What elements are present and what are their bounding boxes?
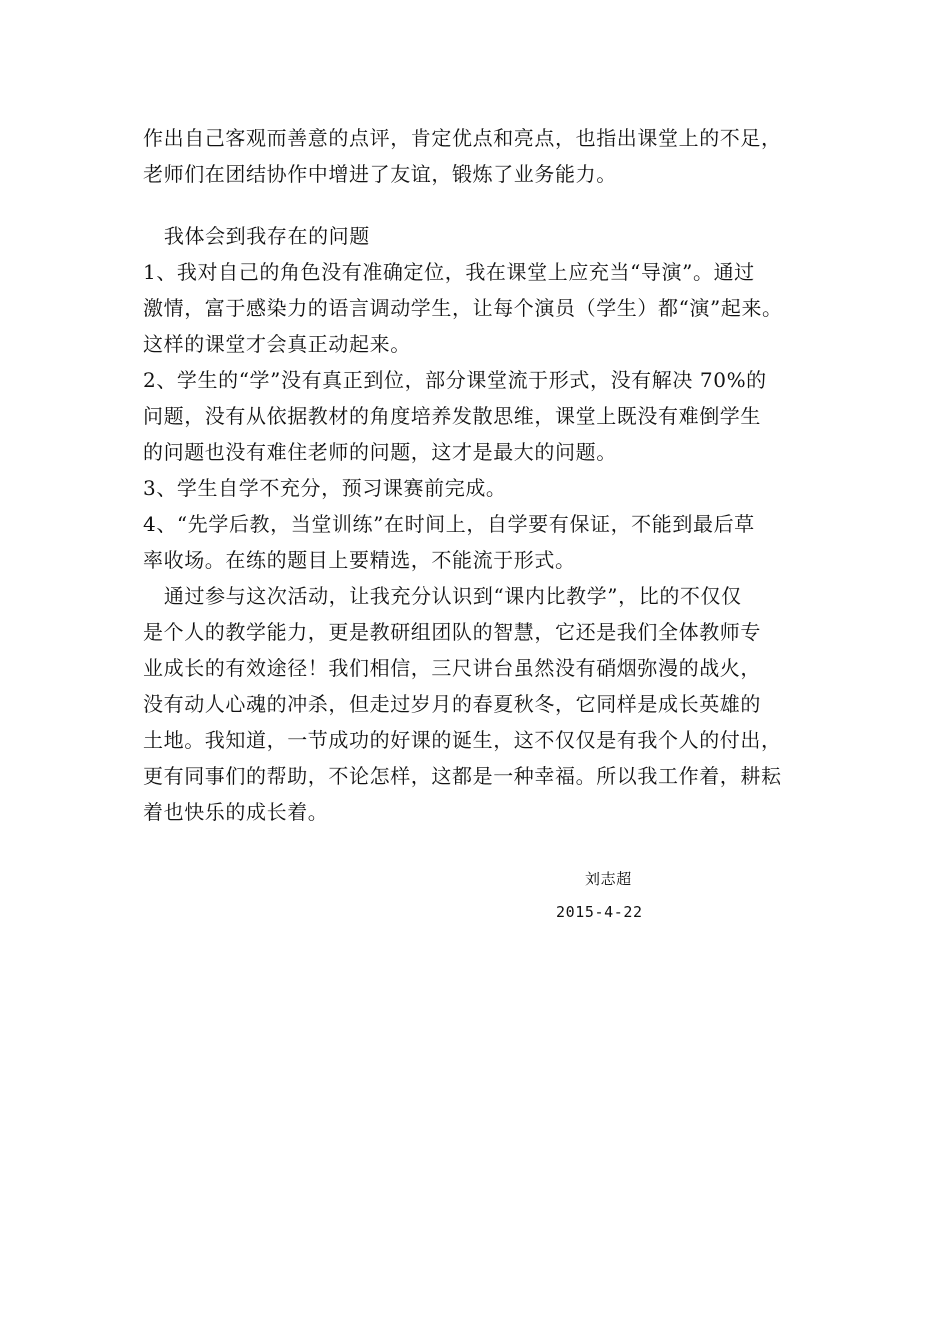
closing-line-1: 通过参与这次活动，让我充分认识到“课内比教学”，比的不仅仅 [143,584,742,608]
signature-name: 刘志超 [585,870,632,888]
closing-line-2: 是个人的教学能力，更是教研组团队的智慧，它还是我们全体教师专 [143,620,761,644]
paragraph-gap [143,192,815,218]
problem-line-7: 3、学生自学不充分，预习课赛前完成。 [143,476,507,500]
problem-line-9: 率收场。在练的题目上要精选，不能流于形式。 [143,548,576,572]
section-heading: 我体会到我存在的问题 [143,224,370,248]
problem-line-5: 问题，没有从依据教材的角度培养发散思维，课堂上既没有难倒学生 [143,404,761,428]
problem-line-4: 2、学生的“学”没有真正到位，部分课堂流于形式，没有解决 70%的 [143,368,767,392]
intro-line-1: 作出自己客观而善意的点评，肯定优点和亮点，也指出课堂上的不足， [143,126,782,150]
problem-line-8: 4、“先学后教，当堂训练”在时间上，自学要有保证，不能到最后草 [143,512,755,536]
problem-line-2: 激情，富于感染力的语言调动学生，让每个演员（学生）都“演”起来。 [143,296,783,320]
closing-line-6: 更有同事们的帮助，不论怎样，这都是一种幸福。所以我工作着，耕耘 [143,764,782,788]
closing-line-5: 土地。我知道，一节成功的好课的诞生，这不仅仅是有我个人的付出， [143,728,782,752]
intro-line-2: 老师们在团结协作中增进了友谊，锻炼了业务能力。 [143,162,617,186]
problem-line-1: 1、我对自己的角色没有准确定位，我在课堂上应充当“导演”。通过 [143,260,755,284]
closing-line-4: 没有动人心魂的冲杀，但走过岁月的春夏秋冬，它同样是成长英雄的 [143,692,761,716]
problem-line-6: 的问题也没有难住老师的问题，这才是最大的问题。 [143,440,617,464]
closing-line-7: 着也快乐的成长着。 [143,800,329,824]
problem-line-3: 这样的课堂才会真正动起来。 [143,332,411,356]
signature-date: 2015-4-22 [556,903,643,921]
document-body [143,120,815,830]
closing-line-3: 业成长的有效途径！我们相信，三尺讲台虽然没有硝烟弥漫的战火， [143,656,761,680]
